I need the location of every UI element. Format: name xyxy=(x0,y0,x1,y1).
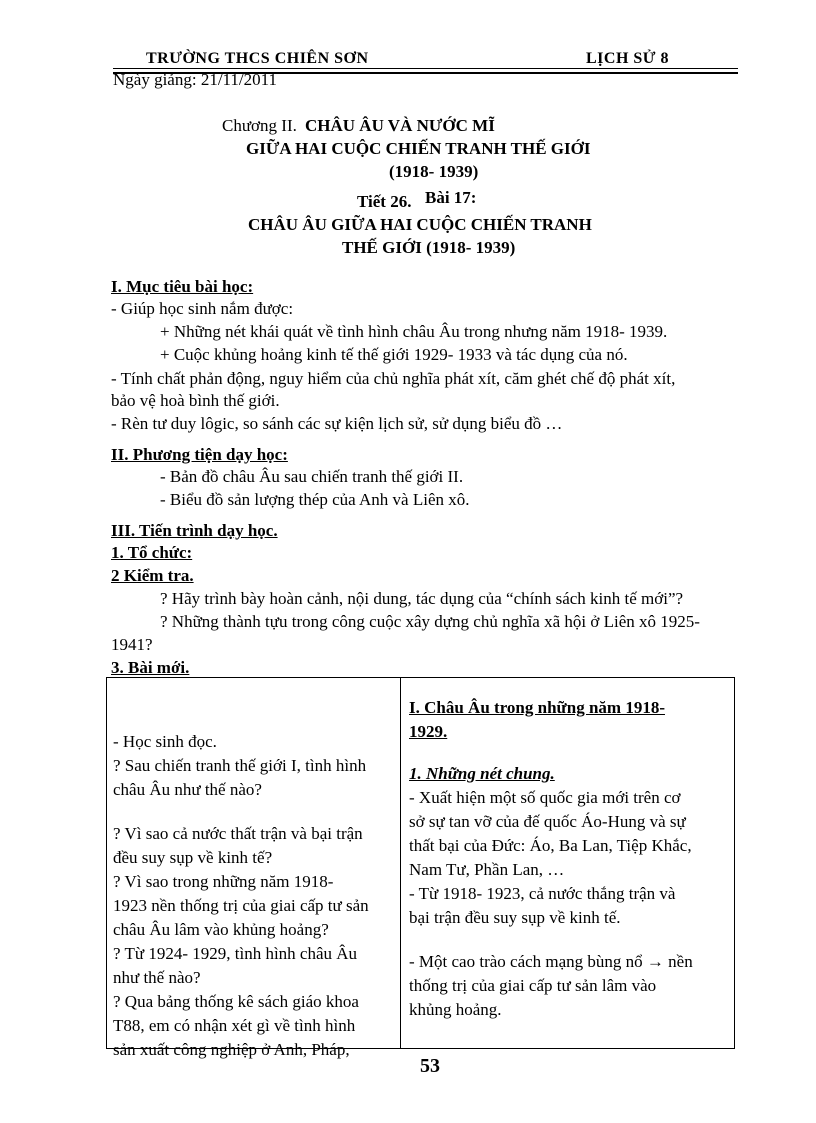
objectives-item: + Những nét khái quát về tình hình châu Âu trong nhưng năm 1918- 1939. xyxy=(160,322,668,341)
subject-name: LỊCH SỬ 8 xyxy=(586,50,670,67)
lesson-title-1: CHÂU ÂU GIỮA HAI CUỘC CHIẾN TRANH xyxy=(248,215,592,234)
left-cell-text: - Học sinh đọc. ? Sau chiến tranh thế giới I, tình hình châu Âu như thế nào? ? Vì sao cả nước thất trận và bại trận đều suy sụp về kinh tế? ? Vì sao trong những năm 1918- 1923 nền thống trị của giai cấp tư sản châu Âu lâm vào khủng hoảng? ? Từ 1924- 1929, tình hình châu Âu như thế nào? ? Qua bảng thống kê sách giáo khoa T88, em có nhận xét gì về tình hình sản xuất công nghiệp ở Anh, Pháp, xyxy=(113,732,369,1059)
objectives-item: - Tính chất phản động, nguy hiểm của chủ nghĩa phát xít, căm ghét chế độ phát xít, xyxy=(111,369,676,388)
lesson-number: Bài 17: xyxy=(425,188,477,207)
subsection-heading: 1. Những nét chung. xyxy=(409,764,555,783)
chapter-label: Chương II. xyxy=(222,116,297,135)
page-number: 53 xyxy=(420,1055,440,1077)
objectives-heading: I. Mục tiêu bài học: xyxy=(111,277,254,296)
chapter-title-1: CHÂU ÂU VÀ NƯỚC MĨ xyxy=(305,116,495,135)
materials-item: - Biểu đồ sản lượng thép của Anh và Liên xô. xyxy=(160,490,470,509)
chapter-title-2: GIỮA HAI CUỘC CHIẾN TRANH THẾ GIỚI xyxy=(246,139,591,158)
right-cell-text: I. Châu Âu trong những năm 1918- 1929. 1. Những nét chung. - Xuất hiện một số quốc gia mới trên cơ sở sự tan vỡ của đế quốc Áo-Hung và sự thất bại của Đức: Áo, Ba Lan, Tiệp Khắc, Nam Tư, Phần Lan, … - Từ 1918- 1923, cả nước thắng trận và bại trận đều suy sụp về kinh tế. - Một cao trào cách mạng bùng nổ → nền thống trị của giai cấp tư sản lâm vào khủng hoảng. xyxy=(409,698,693,1019)
check-question-1: ? Hãy trình bày hoàn cảnh, nội dung, tác dụng của “chính sách kinh tế mới”? xyxy=(160,589,684,608)
chapter-years: (1918- 1939) xyxy=(389,162,479,181)
section-heading: I. Châu Âu trong những năm 1918- xyxy=(409,698,665,717)
process-check: 2 Kiểm tra. xyxy=(111,566,194,585)
process-heading: III. Tiến trình dạy học. xyxy=(111,521,278,540)
objectives-item: bảo vệ hoà bình thế giới. xyxy=(111,391,280,410)
check-question-2: ? Những thành tựu trong công cuộc xây dựng chủ nghĩa xã hội ở Liên xô 1925- xyxy=(160,612,700,631)
objectives-item: + Cuộc khủng hoảng kinh tế thế giới 1929- 1933 và tác dụng của nó. xyxy=(160,345,628,364)
process-organization: 1. Tổ chức: xyxy=(111,543,193,562)
lesson-period: Tiết 26. xyxy=(357,192,412,211)
section-heading-cont: 1929. xyxy=(409,722,448,741)
process-new-lesson: 3. Bài mới. xyxy=(111,658,190,677)
check-question-2-cont: 1941? xyxy=(111,635,153,654)
materials-heading: II. Phương tiện dạy học: xyxy=(111,445,288,464)
lesson-title-2: THẾ GIỚI (1918- 1939) xyxy=(342,238,516,257)
header-rule xyxy=(113,68,738,69)
objectives-item: - Giúp học sinh nắm được: xyxy=(111,299,294,318)
school-name: TRƯỜNG THCS CHIÊN SƠN xyxy=(146,50,369,67)
materials-item: - Bản đồ châu Âu sau chiến tranh thế giới II. xyxy=(160,467,464,486)
teaching-date: Ngày giảng: 21/11/2011 xyxy=(113,70,277,89)
objectives-item: - Rèn tư duy lôgic, so sánh các sự kiện lịch sử, sử dụng biểu đồ … xyxy=(111,414,563,433)
